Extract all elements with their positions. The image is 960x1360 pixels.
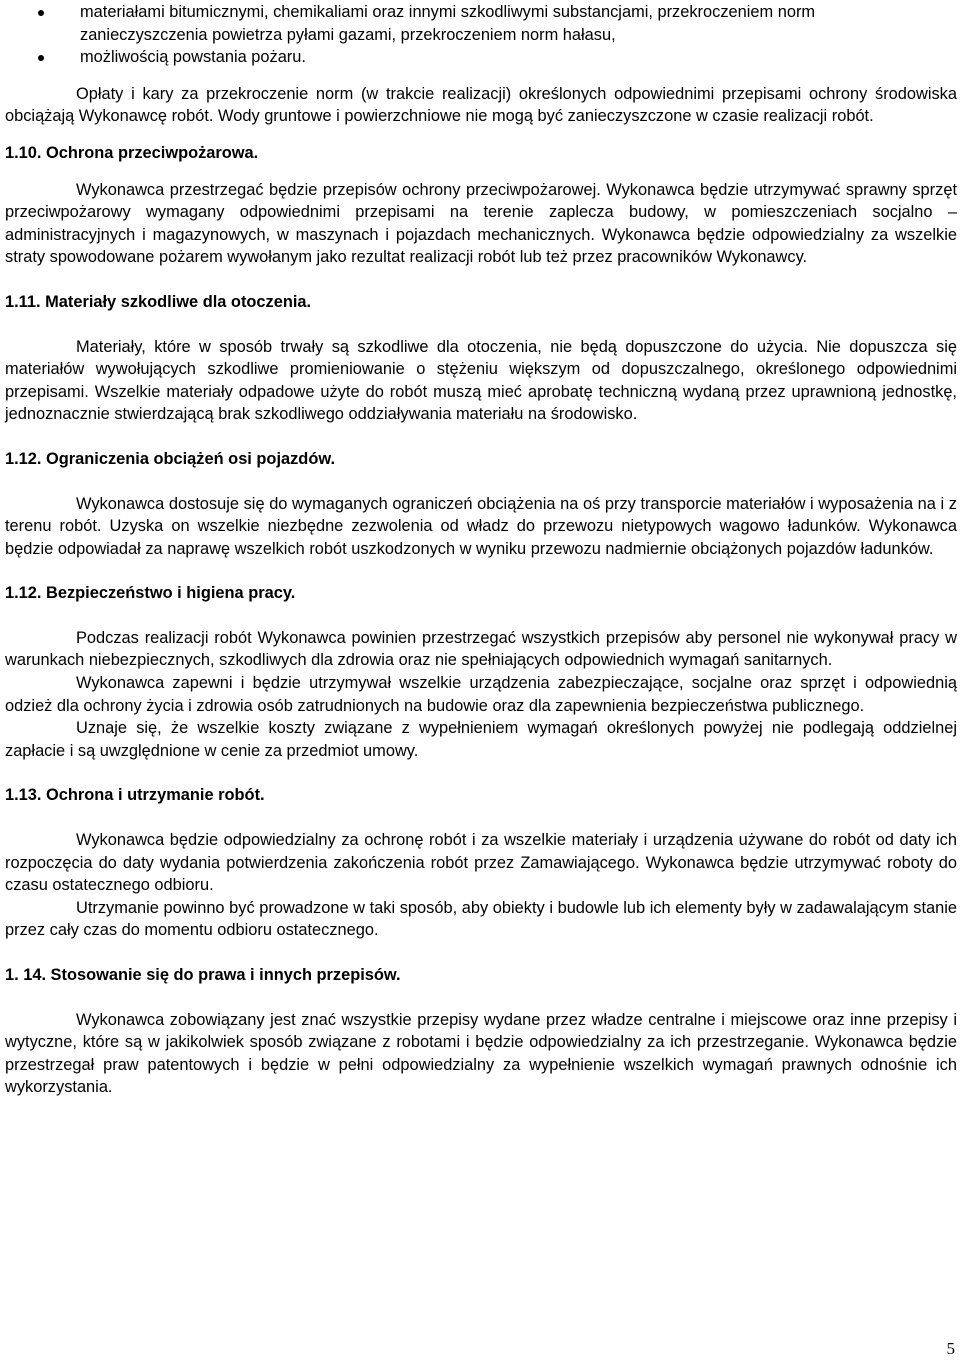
bullet-list — [5, 1, 957, 69]
section-paragraph: Utrzymanie powinno być prowadzone w taki sposób, aby obiekty i budowle lub ich elementy były w zadawalającym stanie przez cały czas do momentu odbioru ostatecznego. — [5, 898, 957, 940]
page-number: 5 — [946, 1339, 955, 1358]
section-paragraph: Wykonawca zapewni i będzie utrzymywał wszelkie urządzenia zabezpieczające, socjalne oraz sprzęt i odpowiednią odzież dla ochrony życia i zdrowia osób zatrudnionych na budowie oraz dla zapewnienia bezpieczeństwa publicznego. — [5, 674, 957, 715]
section-heading-1-12-safety: 1.12. Bezpieczeństwo i higiena pracy. — [5, 584, 296, 603]
section-heading-1-12-axle-loads: 1.12. Ograniczenia obciążeń osi pojazdów. — [5, 449, 336, 468]
bullet-text: materiałami bitumicznymi, chemikaliami oraz innymi szkodliwymi substancjami, przekroczeniem norm zanieczyszczenia powietrza pyłami gazami, przekroczeniem norm hałasu, — [80, 3, 816, 44]
bullet-item — [5, 46, 957, 69]
section-paragraph: Materiały, które w sposób trwały są szkodliwe dla otoczenia, nie będą dopuszczone do użycia. Nie dopuszcza się materiałów wywołujących szkodliwe promieniowanie o stężeniu większym od dopuszczalnego, określonego odpowiednimi przepisami. Wszelkie materiały odpadowe użyte do robót muszą mieć aprobatę techniczną wydaną przez uprawnioną jednostkę, jednoznacznie stwierdzającą brak szkodliwego oddziaływania materiału na środowisko. — [5, 337, 957, 424]
bullet-icon — [38, 55, 44, 61]
intro-paragraph: Opłaty i kary za przekroczenie norm (w trakcie realizacji) określonych odpowiednimi przepisami ochrony środowiska obciążają Wykonawcę robót. Wody gruntowe i powierzchniowe nie mogą być zanieczyszczone w czasie realizacji robót. — [5, 84, 957, 126]
section-paragraph: Wykonawca zobowiązany jest znać wszystkie przepisy wydane przez władze centralne i miejscowe oraz inne przepisy i wytyczne, które są w jakikolwiek sposób związane z robotami i będzie odpowiedzialny za ich przestrzeganie. Wykonawca będzie przestrzegał praw patentowych i będzie w pełni odpowiedzialny za wypełnienie wszelkich wymagań prawnych odnośnie ich wykorzystania. — [5, 1010, 957, 1097]
section-paragraph: Wykonawca przestrzegać będzie przepisów ochrony przeciwpożarowej. Wykonawca będzie utrzymywać sprawny sprzęt przeciwpożarowy wymagany odpowiednimi przepisami na terenie zaplecza budowy, w pomieszczeniach socjalno – administracyjnych i magazynowych, w maszynach i pojazdach mechanicznych. Wykonawca będzie odpowiedzialny za wszelkie straty spowodowane pożarem wywołanym jako rezultat realizacji robót lub też przez pracowników Wykonawcy. — [5, 180, 957, 267]
bullet-icon — [38, 10, 44, 16]
bullet-text: możliwością powstania pożaru. — [80, 48, 306, 67]
bullet-item — [5, 1, 957, 46]
section-paragraph: Wykonawca będzie odpowiedzialny za ochronę robót i za wszelkie materiały i urządzenia używane do robót od daty ich rozpoczęcia do daty wydania potwierdzenia zakończenia robót przez Zamawiającego. Wykonawca będzie utrzymywać roboty do czasu ostatecznego odbioru. — [5, 831, 957, 895]
section-paragraph: Podczas realizacji robót Wykonawca powinien przestrzegać wszystkich przepisów aby personel nie wykonywał pracy w warunkach niebezpiecznych, szkodliwych dla zdrowia oraz nie spełniających odpowiednich wymagań sanitarnych. — [5, 628, 957, 670]
section-heading-1-14: 1. 14. Stosowanie się do prawa i innych przepisów. — [5, 966, 401, 984]
section-heading-1-13: 1.13. Ochrona i utrzymanie robót. — [5, 786, 265, 805]
document-page — [5, 1, 957, 1099]
section-heading-1-10: 1.10. Ochrona przeciwpożarowa. — [5, 143, 259, 162]
section-paragraph: Wykonawca dostosuje się do wymaganych ograniczeń obciążenia na oś przy transporcie materiałów i wyposażenia na i z terenu robót. Uzyska on wszelkie niezbędne zezwolenia od władz do przewozu nietypowych wagowo ładunków. Wykonawca będzie odpowiadał za naprawę wszelkich robót uszkodzonych w wyniku przewozu nadmiernie obciążonych pojazdów ładunków. — [5, 494, 957, 558]
section-paragraph: Uznaje się, że wszelkie koszty związane z wypełnieniem wymagań określonych powyżej nie podlegają oddzielnej zapłacie i są uwzględnione w cenie za przedmiot umowy. — [5, 719, 957, 760]
section-heading-1-11: 1.11. Materiały szkodliwe dla otoczenia. — [5, 292, 312, 311]
